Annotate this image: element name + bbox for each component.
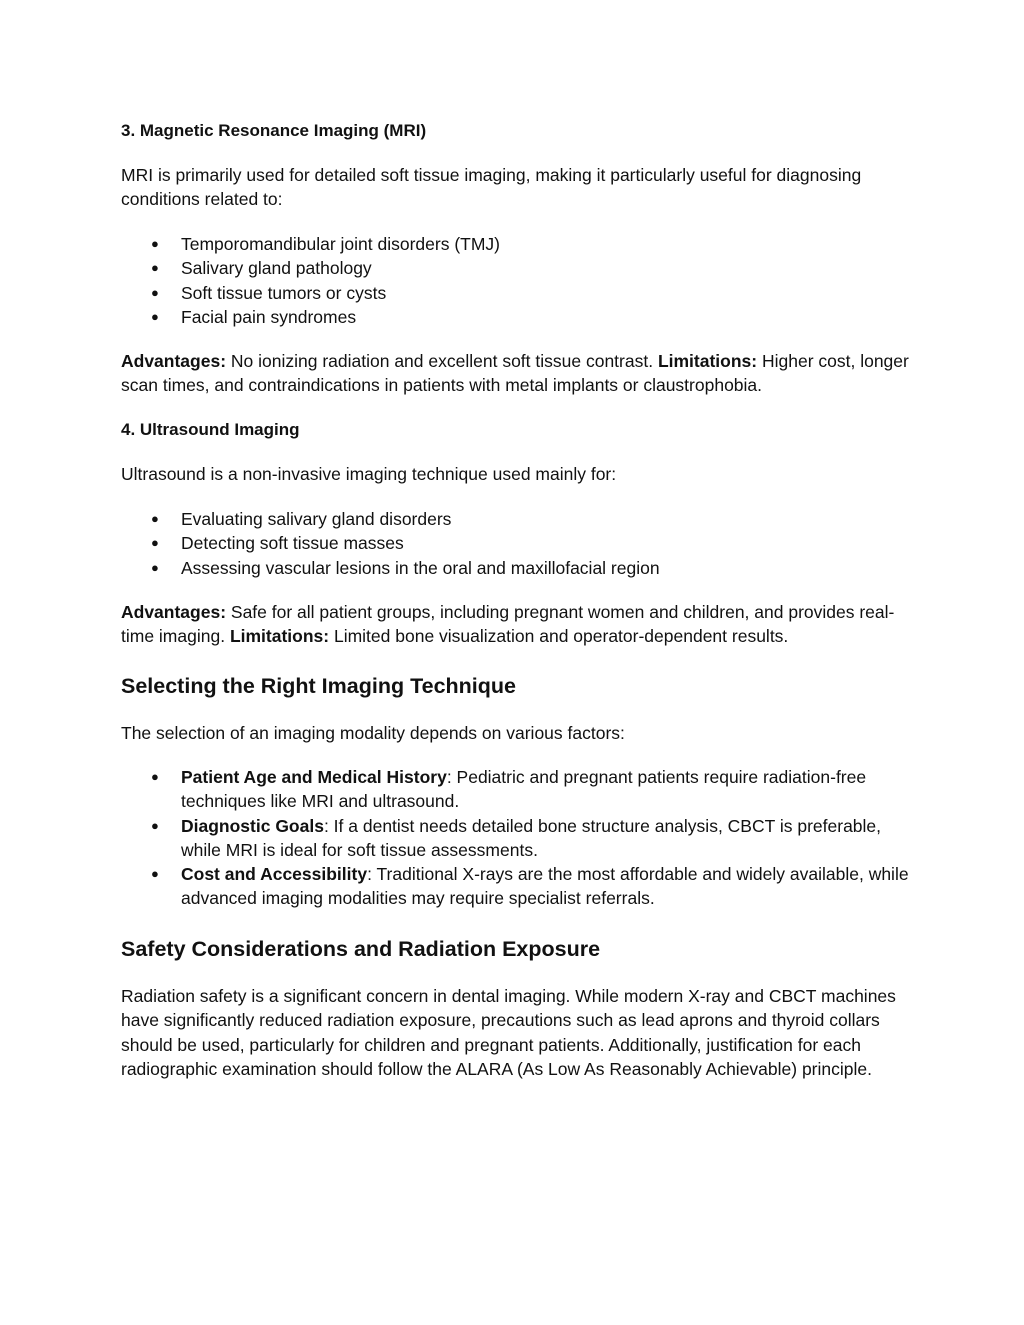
- ultrasound-intro: Ultrasound is a non-invasive imaging technique used mainly for:: [121, 464, 617, 484]
- ultrasound-advantages-paragraph: Advantages: Safe for all patient groups, including pregnant women and children, and provides real-time imaging. Limitations: Limited bone visualization and operator-dependent results.: [121, 602, 895, 647]
- mri-list: [121, 232, 911, 329]
- list-item: ● Diagnostic Goals: If a dentist needs detailed bone structure analysis, CBCT is preferable, while MRI is ideal for soft tissue assessments.: [151, 815, 882, 860]
- bullet-icon: ●: [151, 308, 159, 324]
- selecting-list: [121, 765, 911, 911]
- bullet-icon: ●: [151, 511, 159, 526]
- bullet-icon: ●: [151, 236, 159, 251]
- safety-heading: Safety Considerations and Radiation Exposure: [121, 937, 601, 961]
- limitations-label: Limitations:: [657, 351, 758, 371]
- mri-heading: 3. Magnetic Resonance Imaging (MRI): [121, 121, 427, 140]
- ultrasound-heading: 4. Ultrasound Imaging: [121, 420, 300, 439]
- ultrasound-list: [121, 507, 911, 580]
- list-item: ● Assessing vascular lesions in the oral and maxillofacial region: [121, 556, 911, 580]
- list-item: ● Facial pain syndromes: [121, 305, 911, 329]
- list-item: ● Evaluating salivary gland disorders: [121, 507, 911, 531]
- bullet-icon: ●: [151, 559, 159, 575]
- list-item: ● Salivary gland pathology: [121, 256, 911, 280]
- bullet-icon: ●: [151, 817, 159, 833]
- advantages-label: Advantages:: [121, 602, 227, 622]
- mri-advantages-paragraph: Advantages: No ionizing radiation and excellent soft tissue contrast. Limitations: Higher cost, longer scan times, and contraindications in patients with metal implants or claustrophobia.: [121, 351, 909, 396]
- bullet-icon: ●: [151, 535, 159, 551]
- mri-intro: MRI is primarily used for detailed soft tissue imaging, making it particularly useful for diagnosing conditions related to:: [121, 165, 862, 210]
- bullet-icon: ●: [151, 260, 159, 276]
- advantages-label: Advantages:: [121, 351, 227, 371]
- selecting-heading: Selecting the Right Imaging Technique: [121, 674, 516, 698]
- list-item: ● Detecting soft tissue masses: [121, 531, 911, 555]
- selecting-intro: The selection of an imaging modality depends on various factors:: [121, 723, 625, 743]
- list-item: ● Patient Age and Medical History: Pediatric and pregnant patients require radiation-free techniques like MRI and ultrasound.: [151, 767, 867, 812]
- list-item: ● Cost and Accessibility: Traditional X-rays are the most affordable and widely available, while advanced imaging modalities may require specialist referrals.: [151, 864, 909, 909]
- safety-body: Radiation safety is a significant concern in dental imaging. While modern X-ray and CBCT machines have significantly reduced radiation exposure, precautions such as lead aprons and thyroid collars should be used, particularly for children and pregnant patients. Additionally, justification for each radiographic examination should follow the ALARA (As Low As Reasonably Achievable) principle.: [121, 986, 896, 1079]
- list-item: ● Temporomandibular joint disorders (TMJ): [121, 232, 911, 256]
- bullet-icon: ●: [151, 866, 159, 882]
- list-item: ● Soft tissue tumors or cysts: [121, 281, 911, 305]
- bullet-icon: ●: [151, 769, 159, 784]
- bullet-icon: ●: [151, 284, 159, 300]
- limitations-label: Limitations:: [229, 626, 330, 647]
